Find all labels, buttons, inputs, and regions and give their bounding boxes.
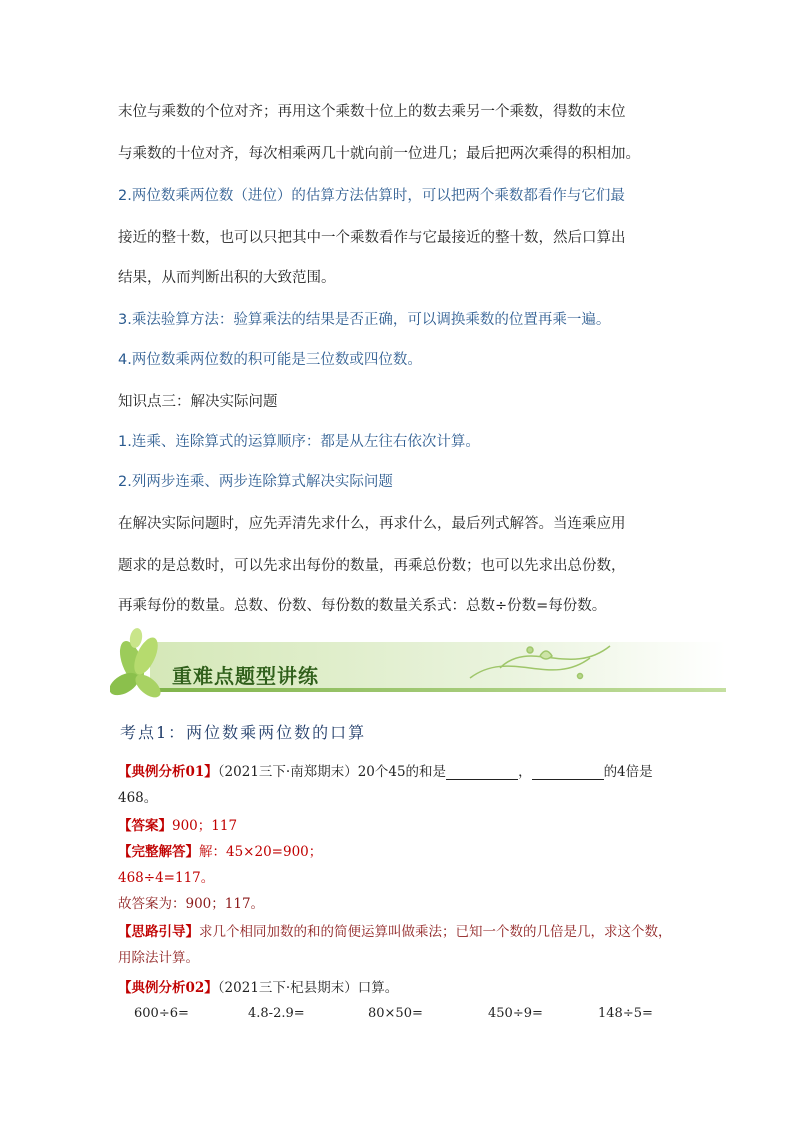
punct: ， xyxy=(518,764,532,780)
section3-point-2: 2.列两步连乘、两步连除算式解决实际问题 xyxy=(118,474,393,490)
text-line: 题求的是总数时，可以先求出每份的数量，再乘总份数；也可以先求出总份数， xyxy=(118,558,626,574)
example-1-cont: 468。 xyxy=(118,790,158,806)
example-text: 的4倍是 xyxy=(603,764,653,780)
point-3: 3.乘法验算方法：验算乘法的结果是否正确，可以调换乘数的位置再乘一遍。 xyxy=(118,312,611,328)
example-tag: 【典例分析02】 xyxy=(118,980,218,996)
point-2-text: 2.两位数乘两位数（进位）的估算方法估算时，可以把两个乘数都看作与它们最 xyxy=(118,188,625,204)
solution-line: 解：45×20=900； xyxy=(199,844,323,860)
calc-item: 80×50= xyxy=(368,1006,423,1021)
solution-tag: 【完整解答】 xyxy=(118,844,199,860)
calc-item: 450÷9= xyxy=(488,1006,543,1021)
text-line: 末位与乘数的个位对齐；再用这个乘数十位上的数去乘另一个乘数，得数的末位 xyxy=(118,104,626,120)
section3-point-1: 1.连乘、连除算式的运算顺序：都是从左往右依次计算。 xyxy=(118,434,480,450)
example-text: （2021三下·杞县期末）口算。 xyxy=(217,980,399,996)
text-line: 再乘每份的数量。总数、份数、每份数的数量关系式：总数÷份数=每份数。 xyxy=(118,598,607,614)
guide-tag: 【思路引导】 xyxy=(118,924,199,940)
answer-blank xyxy=(446,765,518,780)
solution-conclusion: 故答案为：900；117。 xyxy=(118,896,265,912)
solution xyxy=(118,840,322,860)
topic-title: 考点1：两位数乘两位数的口算 xyxy=(120,723,367,742)
section-title: 知识点三：解决实际问题 xyxy=(118,394,278,410)
answer-value: 900；117 xyxy=(172,818,238,834)
guide-text: 求几个相同加数的和的简便运算叫做乘法；已知一个数的几倍是几，求这个数， xyxy=(199,924,672,940)
example-1 xyxy=(118,760,653,780)
text-line: 接近的整十数，也可以只把其中一个乘数看作与它最接近的整十数，然后口算出 xyxy=(118,230,626,246)
text-line: 与乘数的十位对齐，每次相乘两几十就向前一位进几；最后把两次乘得的积相加。 xyxy=(118,146,640,162)
point-4: 4.两位数乘两位数的积可能是三位数或四位数。 xyxy=(118,352,422,368)
text-line: 在解决实际问题时，应先弄清先求什么，再求什么，最后列式解答。当连乘应用 xyxy=(118,516,626,532)
point-2-line xyxy=(118,186,688,206)
example-tag: 【典例分析01】 xyxy=(118,764,218,780)
banner-title: 重难点题型讲练 xyxy=(172,664,319,688)
answer xyxy=(118,814,237,834)
text-line: 结果，从而判断出积的大致范围。 xyxy=(118,270,336,286)
answer-tag: 【答案】 xyxy=(118,818,172,834)
guide xyxy=(118,920,672,940)
answer-blank xyxy=(532,765,604,780)
example-text: （2021三下·南郑期末）20个45的和是 xyxy=(217,764,447,780)
example-2 xyxy=(118,976,398,996)
solution-line: 468÷4=117。 xyxy=(118,870,215,886)
calc-item: 600÷6= xyxy=(134,1006,189,1021)
calc-item: 4.8-2.9= xyxy=(248,1006,305,1021)
guide-text: 用除法计算。 xyxy=(118,950,199,966)
calc-item: 148÷5= xyxy=(598,1006,653,1021)
